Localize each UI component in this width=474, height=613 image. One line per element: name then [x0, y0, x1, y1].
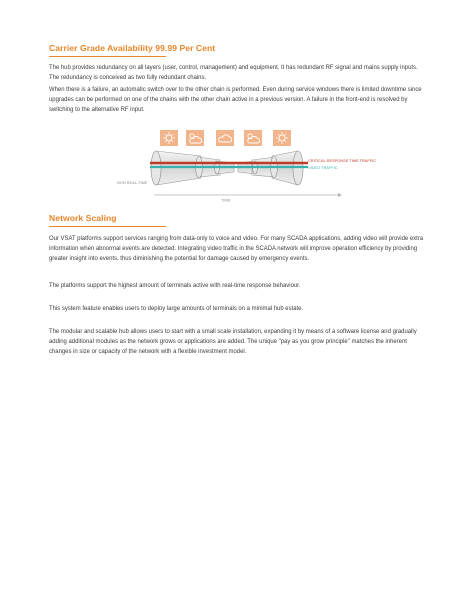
section-heading-scaling: Network Scaling [49, 213, 117, 223]
video-traffic-label: VIDEO TRAFFIC [308, 165, 338, 170]
partly-cloudy-icon [244, 130, 262, 146]
heading-underline [49, 226, 166, 227]
paragraph: The hub provides redundancy on all layers (user, control, management) and equipment. It has redundant RF signal and mains supply inputs. The redundancy is conceived as two fully redundant chains. [49, 65, 418, 82]
non-real-time-label: NON REAL-TIME [117, 180, 148, 185]
redundancy-traffic-diagram [116, 127, 377, 207]
paragraph: When there is a failure, an automatic switch over to the other chain is performed. Even during service windows there is limited downtime since upgrades can be performed on one of the chains with the other chain active in a previous version. A failure in the front-end is resolved by switching to the alternative RF input. [49, 87, 422, 114]
critical-traffic-label: CRITICAL RESPONSE TIME TRAFFIC [308, 158, 377, 163]
heading-underline [49, 56, 166, 57]
paragraph: This system feature enables users to deploy large amounts of terminals on a minimal hub estate. [49, 306, 304, 312]
section-heading-availability: Carrier Grade Availability 99.99 Per Cent [49, 43, 216, 53]
partly-cloudy-icon [186, 130, 204, 146]
weather-icons [160, 130, 291, 146]
time-axis-label: TIME [221, 197, 231, 203]
sun-icon [160, 130, 178, 146]
sun-icon [273, 130, 291, 146]
paragraph: Our VSAT platforms support services ranging from data-only to voice and video. For many SCADA applications, adding video will provide extra information when abnormal events are detected. Integrating video traffic in the SCADA network will improve operation efficiency by providing greater insight into events, thus diminishing the potential for damage caused by emergency events. [49, 236, 424, 263]
cloud-icon [216, 130, 234, 146]
paragraph: The platforms support the highest amount of terminals active with real-time response behaviour. [49, 283, 301, 289]
axis-arrowhead [338, 193, 342, 197]
paragraph: The modular and scalable hub allows users to start with a small scale installation, expanding it by means of a software license and gradually adding additional modules as the network grows or applications are added. The unique "pay as you grow principle" matches the inherent changes in size or capacity of the network with a flexible investment model. [49, 329, 417, 356]
